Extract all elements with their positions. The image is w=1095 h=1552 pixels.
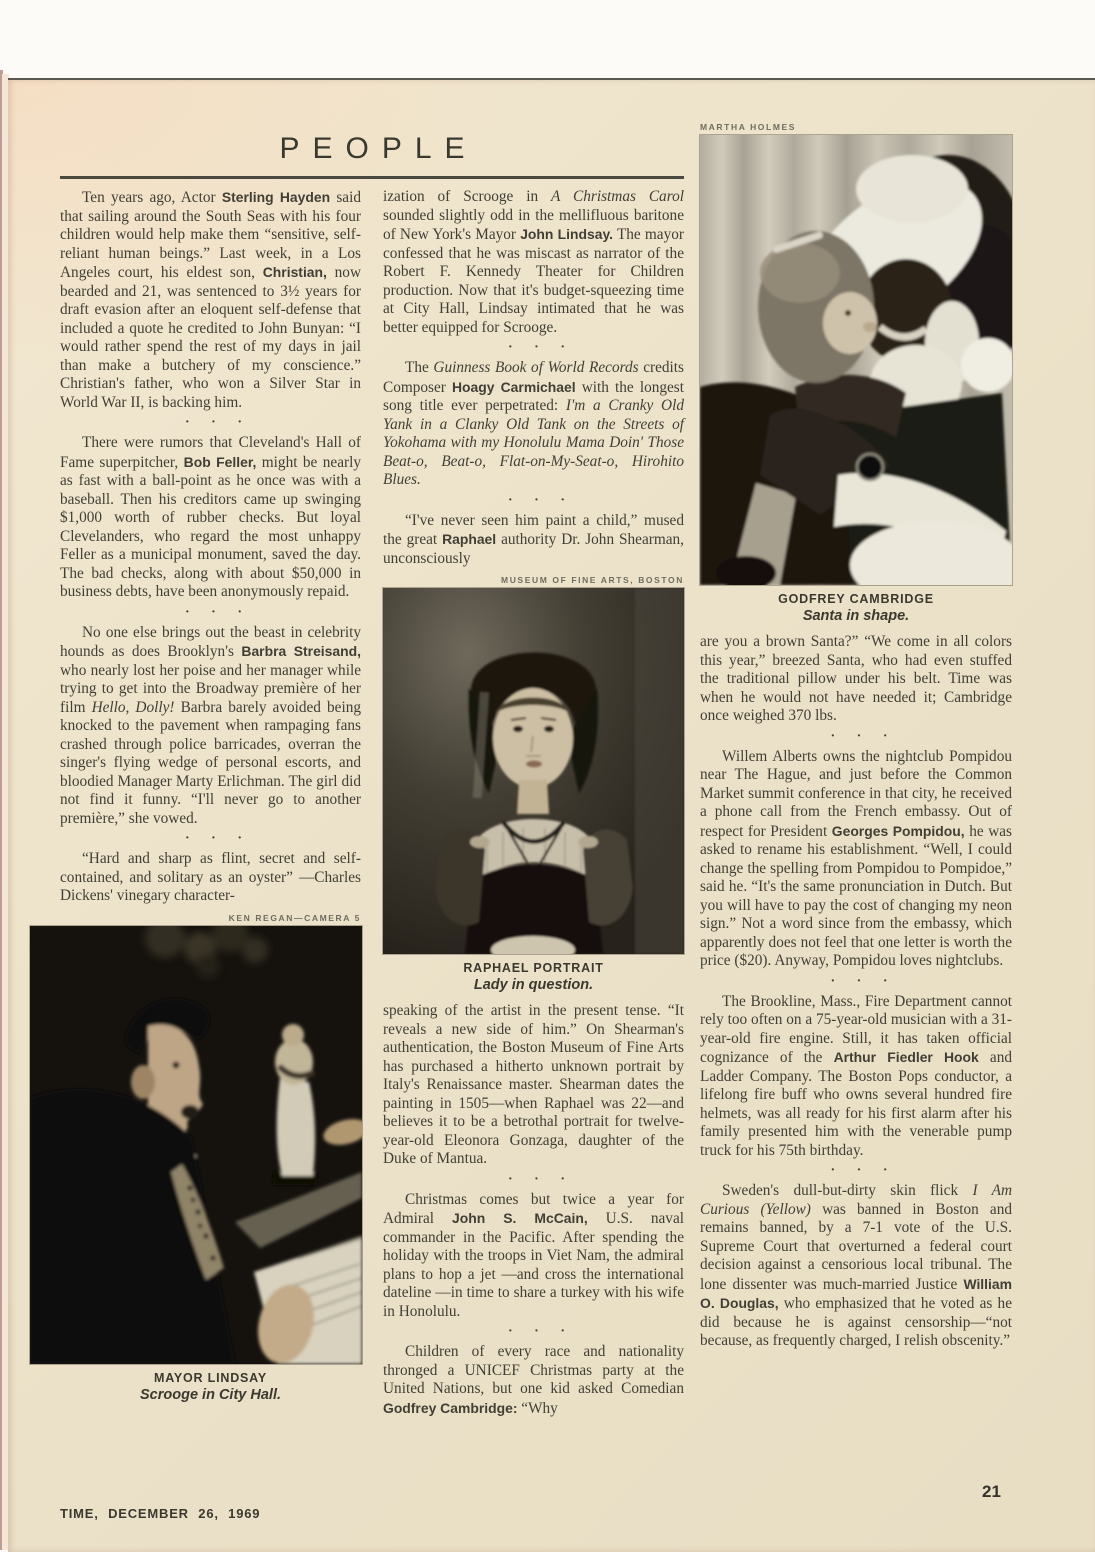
section-separator: · · · bbox=[507, 492, 569, 508]
paragraph: There were rumors that Cleveland's Hall of Fame superpitcher, Bob Feller, might be nearly as fast with a ball-point as he once was with a baseball. Then his creditors came up swinging $1,000 worth of rubber checks. But loyal Clevelanders, who regard the most unhappy Feller as a municipal monument, saved the day. The bad checks, along with about $50,000 in business debts, have been anonymously repaid. bbox=[60, 434, 361, 600]
section-separator: · · · bbox=[507, 1171, 569, 1187]
santa-photo-image bbox=[700, 135, 1012, 585]
paragraph: ization of Scrooge in A Christmas Carol sounded slightly odd in the mellifluous baritone of New York's Mayor John Lindsay. The mayor confessed that he was miscast as narrator of the Robert F. Kennedy Theater for Children production. Now that it's budget-squeezing time at City Hall, Lindsay intimated that he was better equipped for Scrooge. bbox=[383, 188, 684, 336]
section-separator: · · · bbox=[830, 1163, 892, 1178]
caption-name: GODFREY CAMBRIDGE bbox=[778, 592, 934, 606]
paragraph: No one else brings out the beast in celebrity hounds as does Brooklyn's Barbra Streisand, who nearly lost her poise and her manager while trying to get into the Broadway première of her film Hello, Dolly! Barbra barely avoided being knocked to the pavement when rampaging fans crashed through police barricades, overran the singer's flying wedge of personal escorts, and bloodied Manager Marty Erlichman. The girl did not find it funny. “I'll never go to another première,” she vowed. bbox=[60, 623, 361, 827]
section-separator: · · · bbox=[184, 831, 246, 846]
page-title: PEOPLE bbox=[279, 132, 478, 165]
caption-line: Scrooge in City Hall. bbox=[140, 1386, 281, 1403]
photo-caption bbox=[60, 1371, 361, 1403]
page-number: 21 bbox=[982, 1482, 1001, 1501]
paragraph: Sweden's dull-but-dirty skin flick I Am Curious (Yellow) was banned in Boston and remains banned, by a 7-1 vote of the U.S. Supreme Court that overturned a federal court decision against a censorious local tribunal. The lone dissenter was much-married Justice William O. Douglas, who emphasized that he voted as he did because he is against censorship—“not because, as frequently charged, I relish obscenity.” bbox=[700, 1182, 1013, 1349]
photo-caption bbox=[700, 592, 1012, 624]
caption-line: Santa in shape. bbox=[802, 608, 910, 624]
lindsay-photo-image bbox=[30, 926, 361, 1364]
section-separator: · · · bbox=[507, 340, 569, 355]
section-separator: · · · bbox=[830, 728, 892, 744]
photo-credit: KEN REGAN—CAMERA 5 bbox=[228, 912, 361, 923]
section-separator: · · · bbox=[184, 415, 246, 430]
photo-credit: MUSEUM OF FINE ARTS, BOSTON bbox=[501, 575, 684, 585]
paragraph: Christmas comes but twice a year for Admiral John S. McCain, U.S. naval commander in the Pacific. After spending the holiday with the troops in Viet Nam, the admiral plans to hop a jet —and cross the international dateline —in time to share a turkey with his wife in Honolulu. bbox=[383, 1190, 684, 1320]
raphael-photo-image bbox=[383, 588, 684, 954]
masthead bbox=[60, 132, 684, 179]
column-1 bbox=[60, 188, 361, 1412]
photo-caption bbox=[383, 961, 684, 993]
magazine-footer: TIME, DECEMBER 26, 1969 bbox=[60, 1506, 261, 1521]
column-3 bbox=[700, 122, 1012, 1351]
paragraph: Children of every race and nationality thronged a UNICEF Christmas party at the United Nations, but one kid asked Comedian Godfrey Cambridge: “Why bbox=[383, 1343, 684, 1417]
title-rule bbox=[60, 176, 684, 179]
paragraph: are you a brown Santa?” “We come in all colors this year,” breezed Santa, who had even stuffed the traditional pillow under his belt. Time was when he would not have needed it; Cambridge once weighed 370 lbs. bbox=[700, 633, 1012, 724]
caption-name: MAYOR LINDSAY bbox=[154, 1370, 267, 1385]
paragraph: The Guinness Book of World Records credits Composer Hoagy Carmichael with the longest song title ever perpetrated: I'm a Cranky Old Yank in a Clanky Old Tank on the Streets of Yokohama with my Honolulu Mama Doin' Those Beat-o, Beat-o, Flat-on-My-Seat-o, Hirohito Blues. bbox=[383, 359, 685, 488]
column-2 bbox=[383, 188, 684, 1418]
section-separator: · · · bbox=[507, 1324, 569, 1339]
magazine-page bbox=[8, 78, 1095, 1552]
paragraph: “Hard and sharp as flint, secret and self-contained, and solitary as an oyster” —Charles Dickens' vinegary character- bbox=[60, 850, 361, 904]
paragraph: Ten years ago, Actor Sterling Hayden said that sailing around the South Seas with his four children would help make them “sensitive, self-reliant human beings.” Last week, in a Los Angeles court, his eldest son, Christian, now bearded and 21, was sentenced to 3½ years for draft evasion after an eloquent self-defense that included a quote he credited to John Bunyan: “I would rather spend the rest of my days in jail than make a butchery of my conscience.” Christian's father, who won a Silver Star in World War II, is backing him. bbox=[60, 189, 362, 411]
section-separator: · · · bbox=[184, 604, 246, 620]
paragraph: The Brookline, Mass., Fire Department cannot rely too often on a 75-year-old musician with a 31-year-old fire engine. Still, it has taken official cognizance of the Arthur Fiedler Hook and Ladder Company. The Boston Pops conductor, a lifelong fire buff who owns several hundred fire helmets, was all ready for his first alarm after his family presented him with the venerable pump truck for his 75th birthday. bbox=[700, 992, 1012, 1159]
caption-line: Lady in question. bbox=[473, 977, 594, 993]
paragraph: speaking of the artist in the present tense. “It reveals a new side of him.” On Shearman's authentication, the Boston Museum of Fine Arts has purchased a hitherto unknown portrait by Italy's Renaissance master. Shearman dates the painting in 1505—when Raphael was 22—and believes it to be a betrothal portrait for twelve-year-old Eleonora Gonzaga, daughter of the Duke of Mantua. bbox=[383, 1002, 684, 1167]
photo-credit: MARTHA HOLMES bbox=[700, 122, 797, 132]
paragraph: “I've never seen him paint a child,” mused the great Raphael authority Dr. John Shearman, unconsciously bbox=[383, 511, 684, 567]
paragraph: Willem Alberts owns the nightclub Pompidou near The Hague, and just before the Common Market summit conference in that city, he received a phone call from the French embassy. Out of respect for President Georges Pompidou, he was asked to rename his establishment. “Well, I could change the spelling from Pompidou to Pompidoe,” said he. “It's the same pronunciation in Dutch. But you will have to pay the cost of changing my neon sign.” Not a word since from the embassy, which apparently does not feel that one letter is worth the price ($20). Anyway, Pompidou loves nightclubs. bbox=[700, 747, 1012, 969]
section-separator: · · · bbox=[830, 973, 892, 989]
caption-name: RAPHAEL PORTRAIT bbox=[463, 961, 604, 975]
